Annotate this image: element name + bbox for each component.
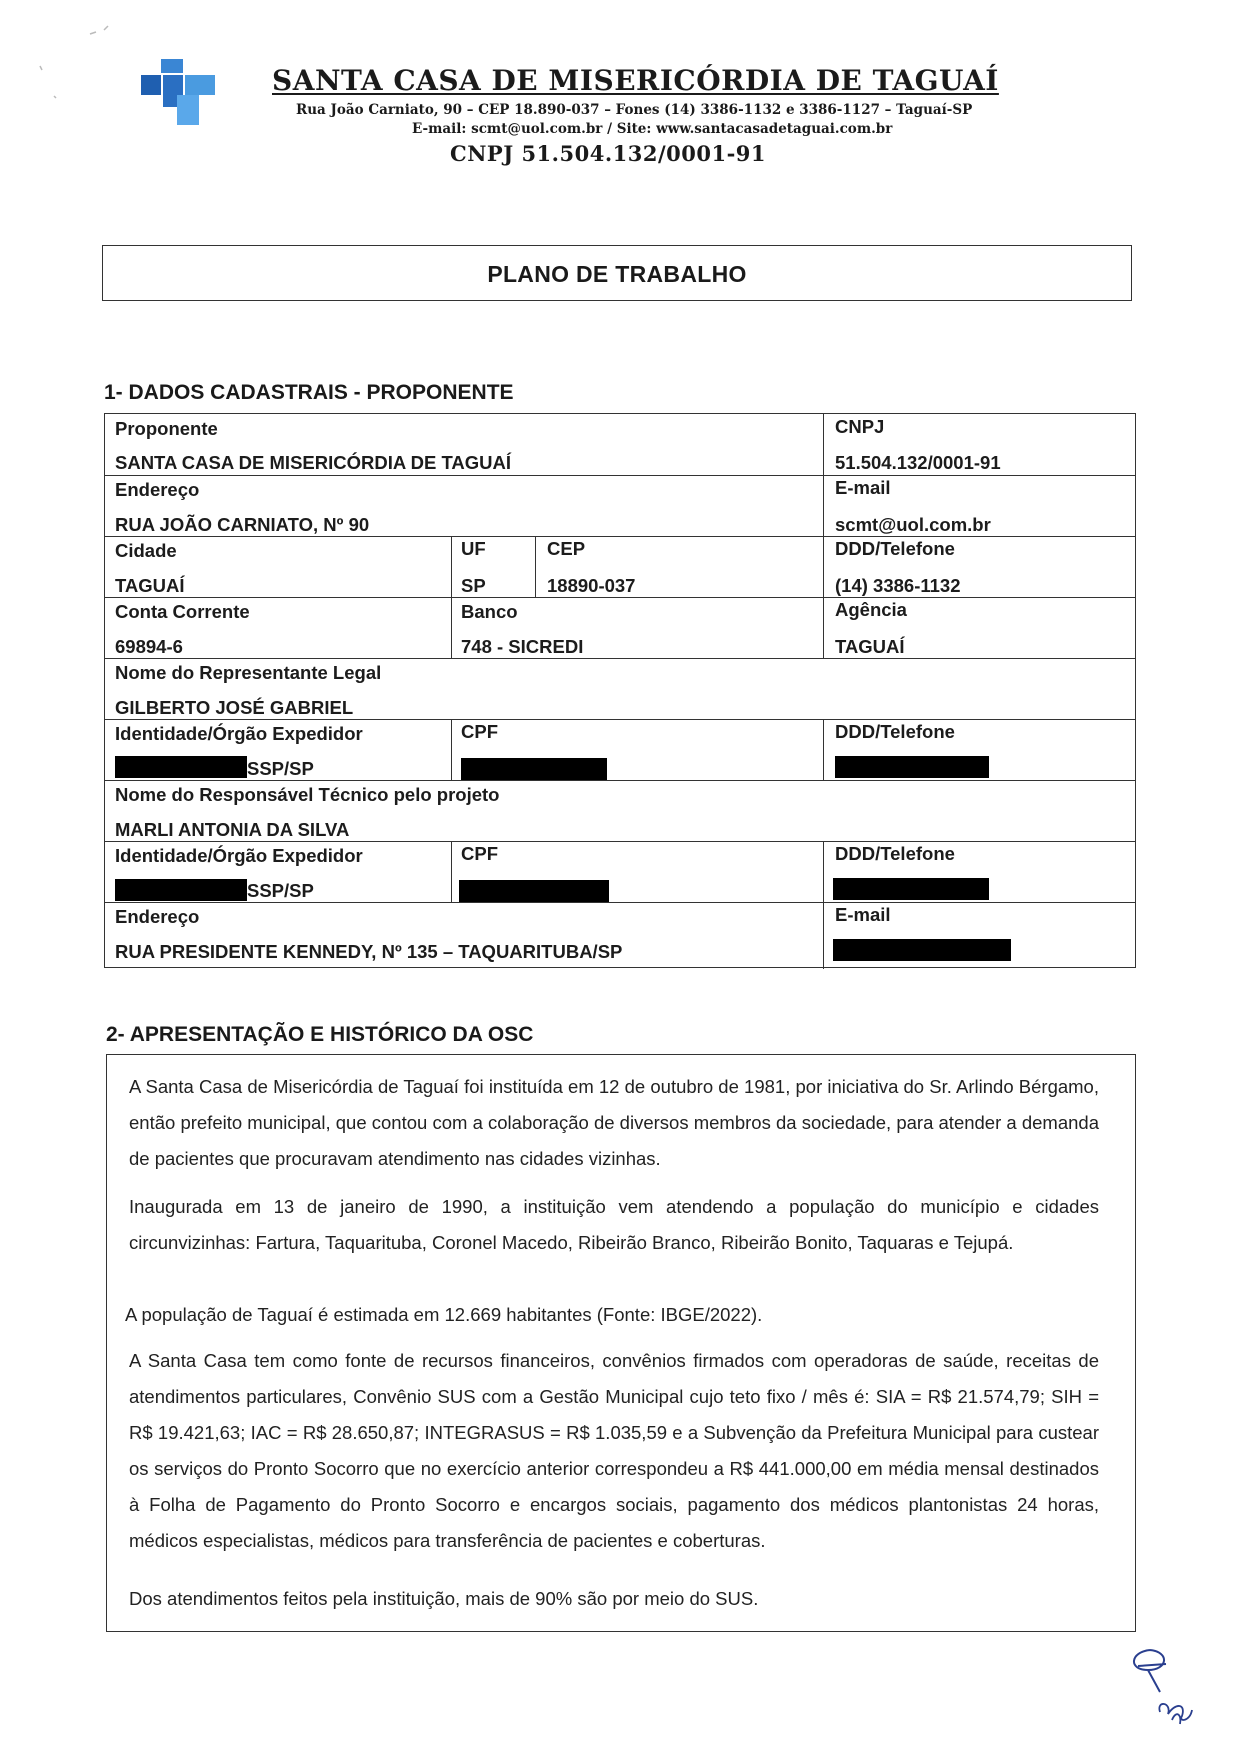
rep-identidade-label: Identidade/Órgão Expedidor [115,723,363,744]
cidade-value: TAGUAÍ [115,575,185,596]
rep-identidade-redaction [115,756,247,778]
history-paragraph-4: A Santa Casa tem como fonte de recursos financeiros, convênios firmados com operadoras de saúde, receitas de atendimentos particulares, Convênio SUS com a Gestão Municipal cujo teto fixo / mês é: SIA = R$ 21.574,79; SIH = R$ 19.421,63; IAC = R$ 28.650,87; INTEGRASUS = R$ 1.035,59 e a Subvenção da Prefeitura Municipal para custear os serviços do Pronto Socorro que no exercício anterior correspondeu a R$ 441.000,00 em média mensal destinados à Folha de Pagamento do Pronto Socorro e encargos sociais, pagamento dos médicos plantonistas 24 horas, médicos especialistas, médicos para transferência de pacientes e coberturas. [129,1350,1099,1551]
history-paragraph-5: Dos atendimentos feitos pela instituição, mais de 90% são por meio do SUS. [129,1588,759,1609]
institution-name: SANTA CASA DE MISERICÓRDIA DE TAGUAÍ [272,64,999,97]
history-paragraph-2: Inaugurada em 13 de janeiro de 1990, a instituição vem atendendo a população do município e cidades circunvizinhas: Fartura, Taquarituba, Coronel Macedo, Ribeirão Branco, Ribeirão Bonito, Taquaras e Tejupá. [129,1196,1099,1253]
tec-endereco-value: RUA PRESIDENTE KENNEDY, Nº 135 – TAQUARITUBA/SP [115,941,623,962]
institution-cnpj: CNPJ 51.504.132/0001-91 [450,141,767,166]
section2-heading: 2- APRESENTAÇÃO E HISTÓRICO DA OSC [106,1023,534,1046]
uf-value: SP [461,575,486,596]
cnpj-value: 51.504.132/0001-91 [835,452,1001,473]
rep-telefone-label: DDD/Telefone [835,721,955,742]
tec-identidade-redaction [115,879,247,901]
proponente-value: SANTA CASA DE MISERICÓRDIA DE TAGUAÍ [115,452,512,473]
banco-value: 748 - SICREDI [461,636,584,657]
endereco-label: Endereço [115,479,200,500]
banco-label: Banco [461,601,518,622]
tec-cpf-redaction [459,880,609,902]
tec-telefone-redaction [833,878,989,900]
email-label: E-mail [835,477,891,498]
representante-value: GILBERTO JOSÉ GABRIEL [115,697,354,718]
tecnico-label: Nome do Responsável Técnico pelo projeto [115,784,500,805]
tec-email-label: E-mail [835,904,891,925]
endereco-value: RUA JOÃO CARNIATO, Nº 90 [115,514,370,535]
representante-label: Nome do Representante Legal [115,662,382,683]
agencia-label: Agência [835,599,907,620]
tec-identidade-label: Identidade/Órgão Expedidor [115,845,363,866]
uf-label: UF [461,538,486,559]
tec-identidade-suffix: SSP/SP [247,880,314,901]
cnpj-label: CNPJ [835,416,885,437]
scan-marks [20,20,120,100]
rep-identidade-suffix: SSP/SP [247,758,314,779]
history-box [106,1054,1136,1632]
cidade-label: Cidade [115,540,177,561]
telefone-value: (14) 3386-1132 [835,575,961,596]
proponent-table [104,413,1136,968]
tec-email-redaction [833,939,1011,961]
history-paragraph-3: A população de Taguaí é estimada em 12.669 habitantes (Fonte: IBGE/2022). [125,1304,763,1325]
section1-heading: 1- DADOS CADASTRAIS - PROPONENTE [104,381,514,404]
tec-cpf-label: CPF [461,843,498,864]
history-paragraph-1: A Santa Casa de Misericórdia de Taguaí foi instituída em 12 de outubro de 1981, por iniciativa do Sr. Arlindo Bérgamo, então prefeito municipal, que contou com a colaboração de diversos membros da sociedade, para atender a demanda de pacientes que procuravam atendimento nas cidades vizinhas. [129,1076,1099,1169]
conta-value: 69894-6 [115,636,183,657]
rep-cpf-redaction [461,758,607,780]
institution-contact: E-mail: scmt@uol.com.br / Site: www.santacasadetaguai.com.br [412,121,893,137]
document-title: PLANO DE TRABALHO [487,261,747,287]
blue-cross-logo-icon [141,59,217,125]
conta-label: Conta Corrente [115,601,250,622]
email-value: scmt@uol.com.br [835,514,991,535]
rep-cpf-label: CPF [461,721,498,742]
tec-telefone-label: DDD/Telefone [835,843,955,864]
proponente-label: Proponente [115,418,218,439]
cep-value: 18890-037 [547,575,636,596]
institution-address: Rua João Carniato, 90 – CEP 18.890-037 – Fones (14) 3386-1132 e 3386-1127 – Taguaí-SP [296,102,973,118]
tecnico-value: MARLI ANTONIA DA SILVA [115,819,350,840]
agencia-value: TAGUAÍ [835,636,905,657]
telefone-label: DDD/Telefone [835,538,955,559]
title-box [102,245,1132,301]
rep-telefone-redaction [835,756,989,778]
tec-endereco-label: Endereço [115,906,200,927]
signature-initials-icon [1120,1640,1210,1730]
cep-label: CEP [547,538,586,559]
